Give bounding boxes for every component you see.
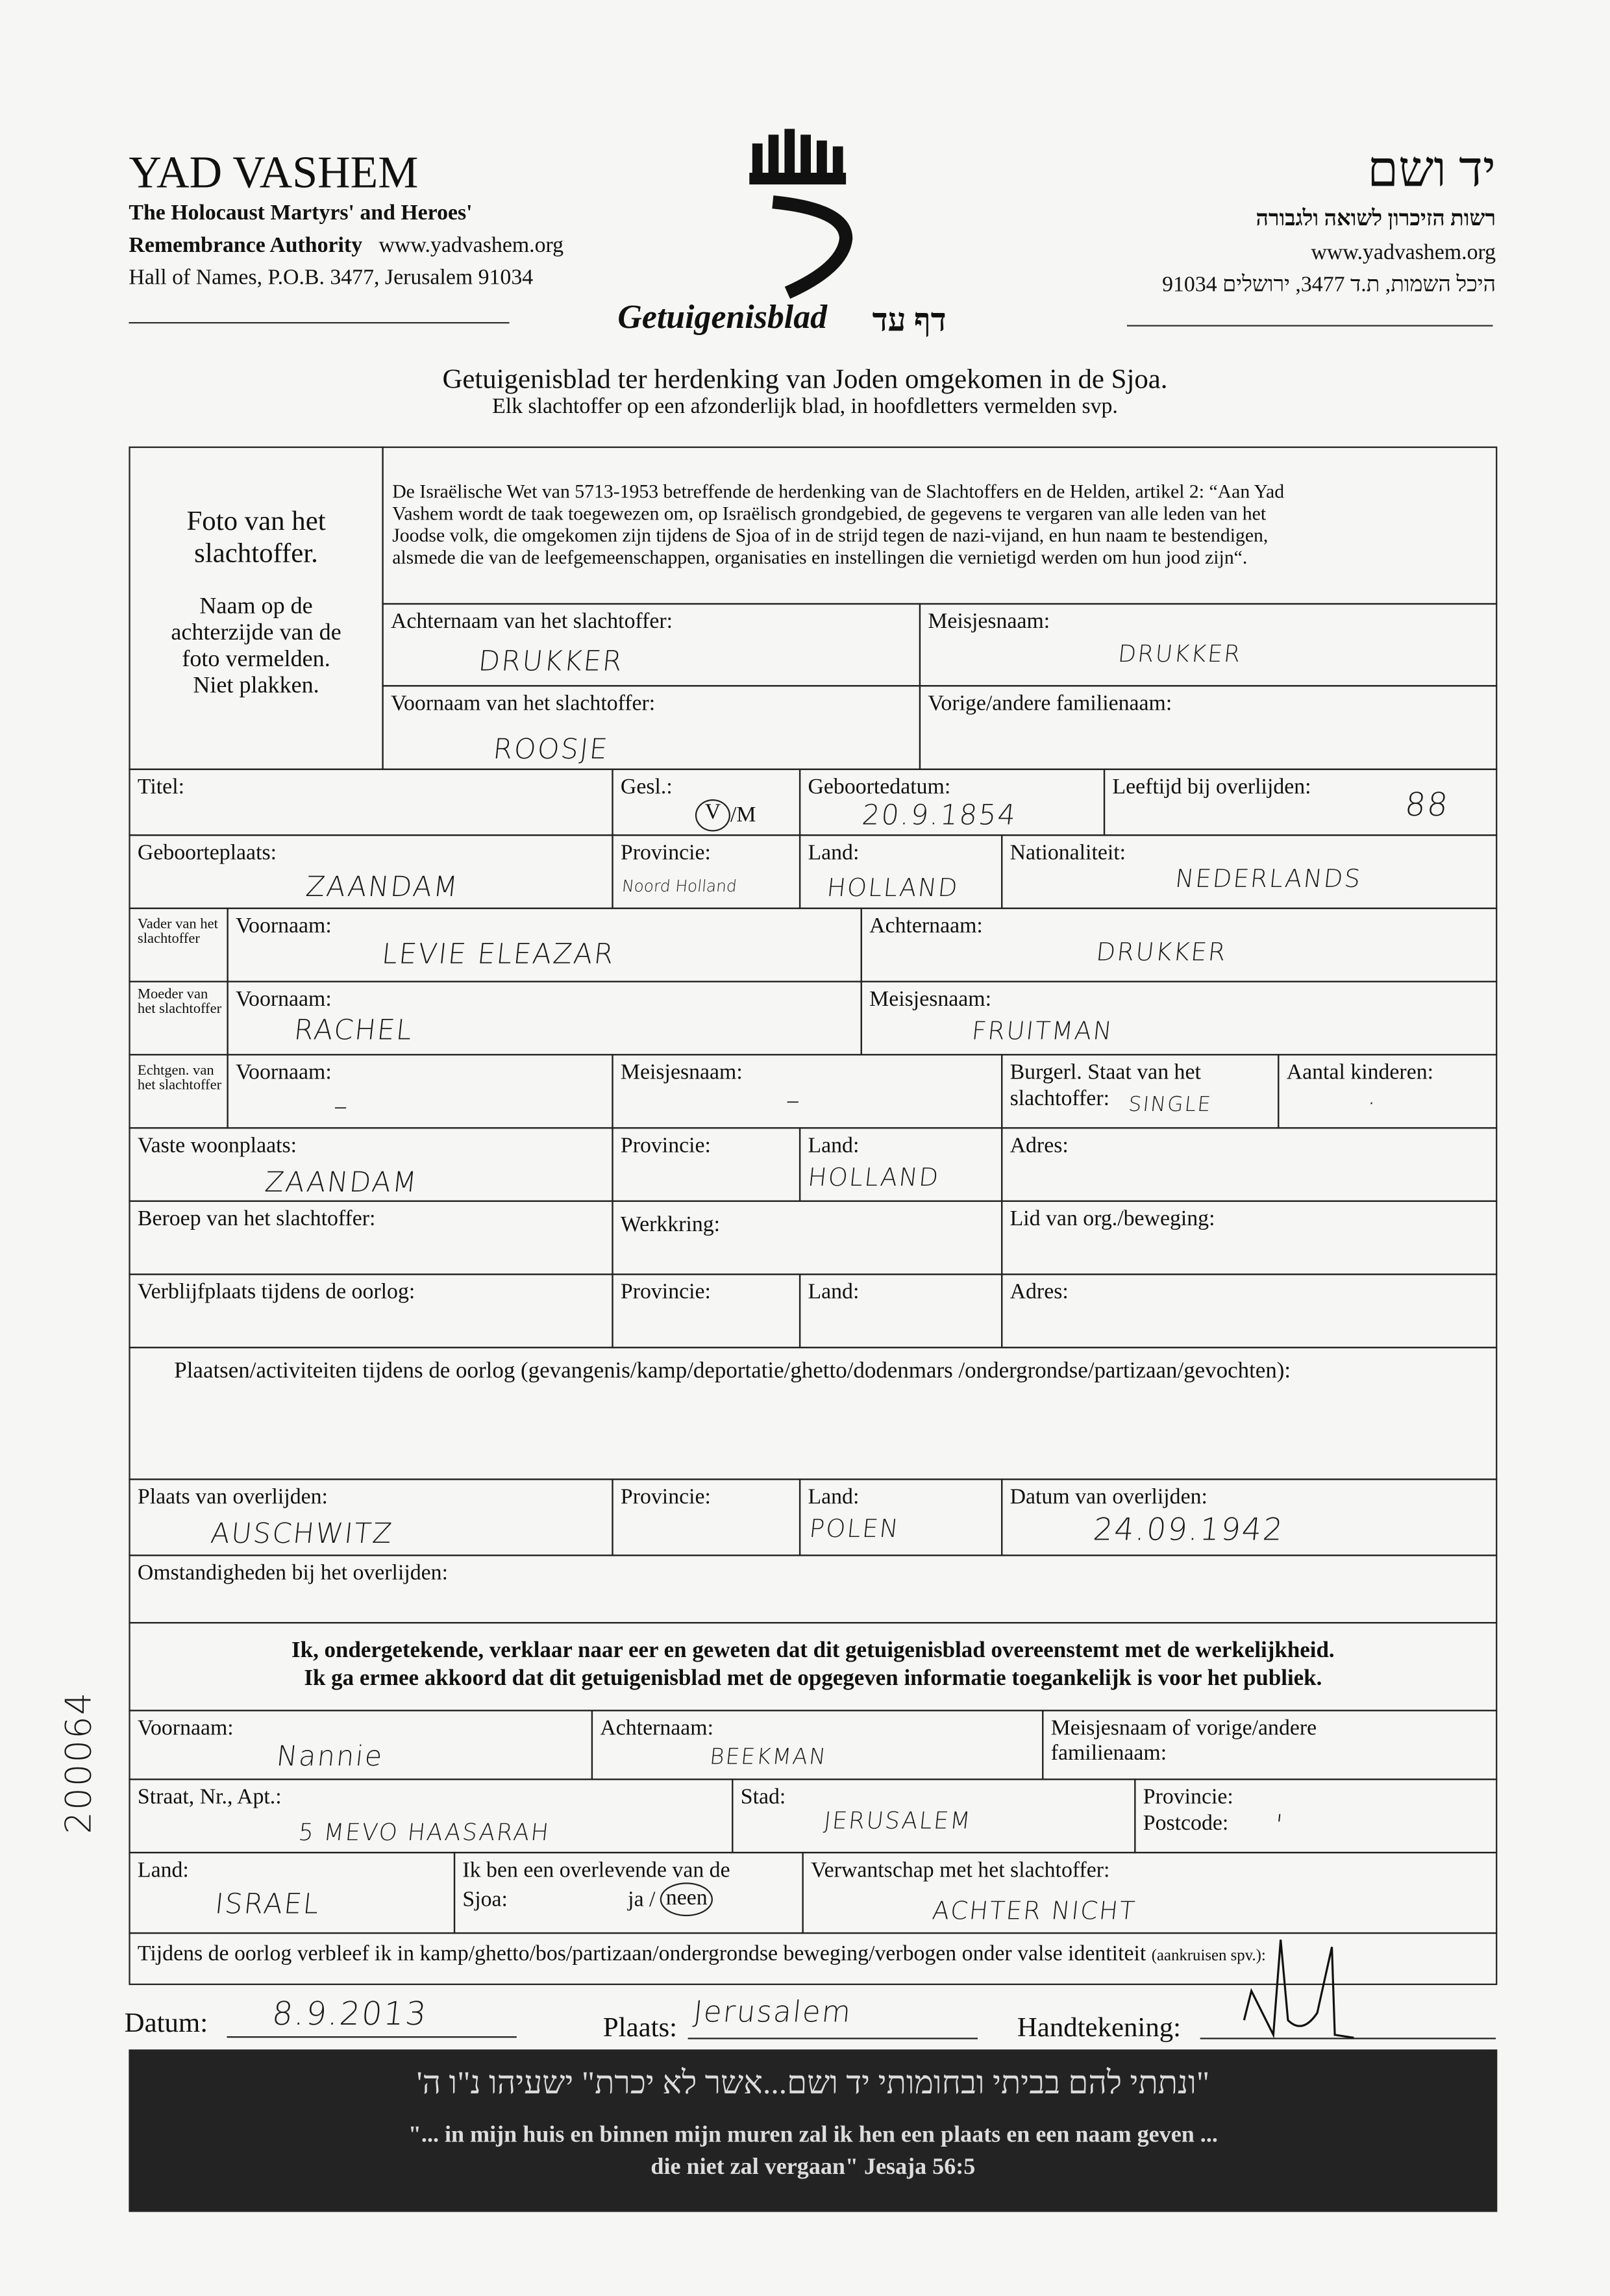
- gender-field[interactable]: [612, 769, 800, 836]
- organization-field[interactable]: [1001, 1201, 1497, 1275]
- banner-line: die niet zal vergaan" Jesaja 56:5: [650, 2154, 976, 2180]
- victim-firstname-field[interactable]: [382, 685, 921, 770]
- org-name: YAD VASHEM: [129, 146, 419, 198]
- survivor-no-circled[interactable]: neen: [660, 1882, 713, 1916]
- label: Land:: [808, 842, 860, 866]
- photo-note: Naam op de: [199, 594, 313, 619]
- wartime-places-field[interactable]: [129, 1347, 1497, 1480]
- quote-banner: [129, 2049, 1497, 2212]
- submitter-firstname-field[interactable]: [129, 1710, 593, 1780]
- label: Voornaam:: [235, 915, 332, 939]
- label: Ik ben een overlevende van de: [462, 1859, 730, 1883]
- label: Verblijfplaats tijdens de oorlog:: [137, 1280, 415, 1304]
- law-line: Vashem wordt de taak toegewezen om, op Israëlisch grondgebied, de gegevens te vergaren van alle leden van het: [392, 502, 1267, 525]
- date-label: Datum:: [124, 2008, 208, 2040]
- spouse-side-label: [129, 1054, 228, 1129]
- photo-note: achterzijde van de: [171, 620, 341, 646]
- photo-note: Niet plakken.: [193, 673, 319, 699]
- form-name-hebrew: דף עד: [872, 301, 947, 338]
- submitter-surname-field[interactable]: [591, 1710, 1044, 1780]
- value: JERUSALEM: [823, 1806, 973, 1834]
- photo-label: Foto van het: [186, 506, 326, 538]
- label: Adres:: [1009, 1280, 1069, 1304]
- profession-field[interactable]: [129, 1201, 613, 1275]
- victim-other-name-field[interactable]: [919, 685, 1498, 770]
- label: Achternaam:: [600, 1717, 713, 1741]
- label: Stad:: [740, 1786, 786, 1810]
- label-note: (aankruisen spv.):: [1151, 1947, 1266, 1965]
- label: Provincie:: [620, 1486, 711, 1510]
- label: Plaatsen/activiteiten tijdens de oorlog (gevangenis/kamp/deportatie/ghetto/dodenmars /ondergrondse/partizaan/gevochten):: [174, 1358, 1291, 1384]
- value: 5 MEVO HAASARAH: [297, 1818, 552, 1846]
- value: –: [784, 1084, 803, 1117]
- value: SINGLE: [1127, 1093, 1213, 1117]
- title-field[interactable]: [129, 769, 613, 836]
- label: Voornaam:: [235, 1061, 332, 1085]
- place-line: [688, 2038, 978, 2039]
- website: www.yadvashem.org: [378, 234, 564, 258]
- death-place-field[interactable]: [129, 1479, 613, 1556]
- label: Voornaam van het slachtoffer:: [390, 692, 656, 716]
- survivor-yes[interactable]: ja /: [628, 1888, 656, 1912]
- value: Noord Holland: [621, 877, 738, 896]
- wartime-country-field[interactable]: [799, 1273, 1002, 1348]
- value: HOLLAND: [825, 873, 960, 904]
- value: ZAANDAM: [263, 1166, 420, 1199]
- residence-province-field[interactable]: [612, 1127, 800, 1202]
- value: DRUKKER: [1095, 938, 1229, 968]
- submitter-country-field[interactable]: [129, 1852, 455, 1934]
- label: Land:: [808, 1486, 860, 1510]
- birth-province-field[interactable]: [612, 834, 800, 909]
- nationality-field[interactable]: [1001, 834, 1497, 909]
- age-field[interactable]: [1104, 769, 1497, 836]
- value: ': [1273, 1809, 1286, 1842]
- label: Vorige/andere familienaam:: [928, 692, 1172, 716]
- death-date-field[interactable]: [1001, 1479, 1497, 1556]
- divider: [129, 322, 509, 323]
- label: Tijdens de oorlog verbleef ik in kamp/ghetto/bos/partizaan/ondergrondse beweging/verbogen onder valse identiteit: [137, 1942, 1146, 1966]
- label: Land:: [808, 1134, 860, 1158]
- label: Vader van het slachtoffer: [137, 916, 218, 947]
- value: DRUKKER: [477, 645, 625, 678]
- father-surname-field[interactable]: [861, 908, 1498, 982]
- dob-field[interactable]: [799, 769, 1105, 836]
- label: slachtoffer:: [1009, 1088, 1109, 1112]
- submitter-street-field[interactable]: [129, 1778, 733, 1853]
- spouse-maiden-field[interactable]: [612, 1054, 1002, 1129]
- label: Achternaam van het slachtoffer:: [390, 610, 673, 634]
- value: ·: [1365, 1088, 1380, 1120]
- label: Land:: [137, 1859, 189, 1883]
- label: Gesl.:: [620, 775, 673, 799]
- hebrew-org-line: רשות הזיכרון לשואה ולגבורה: [1256, 208, 1496, 232]
- spouse-firstname-field[interactable]: [227, 1054, 613, 1129]
- signature-label: Handtekening:: [1017, 2012, 1182, 2044]
- form-name: Getuigenisblad: [617, 298, 828, 336]
- wartime-address-field[interactable]: [1001, 1273, 1497, 1348]
- label: Adres:: [1009, 1134, 1069, 1158]
- label: Meisjesnaam:: [620, 1061, 743, 1085]
- father-side-label: [129, 908, 228, 982]
- death-province-field[interactable]: [612, 1479, 800, 1556]
- residence-address-field[interactable]: [1001, 1127, 1497, 1202]
- label: Provincie:: [620, 1280, 711, 1304]
- civil-status-field[interactable]: [1001, 1054, 1279, 1129]
- value: FRUITMAN: [970, 1017, 1115, 1047]
- label: Vaste woonplaats:: [137, 1134, 297, 1158]
- label: Werkkring:: [620, 1213, 721, 1238]
- victim-maiden-field[interactable]: [919, 603, 1498, 687]
- label: Plaats van overlijden:: [137, 1486, 328, 1510]
- photo-label: slachtoffer.: [194, 538, 318, 570]
- value: AUSCHWITZ: [209, 1517, 395, 1551]
- value: ACHTER NICHT: [930, 1897, 1138, 1927]
- date-line: [227, 2036, 516, 2038]
- signature-scribble[interactable]: [1215, 1932, 1405, 2057]
- org-line2: Remembrance Authority: [129, 234, 363, 258]
- label: Meisjesnaam:: [928, 610, 1050, 634]
- value: RACHEL: [292, 1014, 415, 1047]
- label: Echtgen. van het slachtoffer: [137, 1062, 222, 1094]
- label: Meisjesnaam of vorige/andere: [1050, 1717, 1317, 1741]
- label: Postcode:: [1143, 1812, 1229, 1836]
- law-text: [382, 447, 1497, 605]
- death-circumstances-field[interactable]: [129, 1554, 1497, 1623]
- value: LEVIE ELEAZAR: [380, 938, 617, 971]
- victim-surname-field[interactable]: [382, 603, 921, 687]
- place-value[interactable]: Jerusalem: [691, 1993, 854, 2029]
- org-line1: The Holocaust Martyrs' and Heroes': [129, 202, 473, 226]
- value: HOLLAND: [806, 1164, 941, 1193]
- label: Burgerl. Staat van het: [1009, 1061, 1201, 1085]
- mother-firstname-field[interactable]: [227, 981, 861, 1056]
- label: Moeder van het slachtoffer: [137, 986, 222, 1017]
- birth-country-field[interactable]: [799, 834, 1002, 909]
- label: Aantal kinderen:: [1286, 1061, 1434, 1085]
- birthplace-field[interactable]: [129, 834, 613, 909]
- divider: [1127, 325, 1493, 326]
- survivor-field[interactable]: [454, 1852, 804, 1934]
- submitter-maiden-field[interactable]: [1042, 1710, 1497, 1780]
- form-subtitle: Elk slachtoffer op een afzonderlijk blad, in hoofdletters vermelden svp.: [492, 395, 1118, 419]
- value: ZAANDAM: [304, 871, 461, 904]
- value: Nannie: [275, 1740, 386, 1773]
- value: NEDERLANDS: [1173, 865, 1363, 895]
- value: 20.9.1854: [860, 799, 1019, 832]
- banner-hebrew: "ונתתי להם בביתי ובחומותי יד ושם...אשר לא יכרת" ישעיהו נ"ו ה': [416, 2064, 1210, 2101]
- label: Omstandigheden bij het overlijden:: [137, 1562, 448, 1586]
- declaration-line: Ik, ondergetekende, verklaar naar eer en geweten dat dit getuigenisblad overeenstemt met de werkelijkheid.: [291, 1638, 1335, 1664]
- label: Achternaam:: [869, 915, 983, 939]
- label: Lid van org./beweging:: [1009, 1207, 1215, 1232]
- value: ROOSJE: [491, 733, 610, 766]
- org-address: Hall of Names, P.O.B. 3477, Jerusalem 91034: [129, 266, 534, 290]
- label: Meisjesnaam:: [869, 988, 992, 1012]
- label: Titel:: [137, 775, 184, 799]
- label: Provincie:: [1143, 1786, 1233, 1810]
- form-title: Getuigenisblad ter herdenking van Joden omgekomen in de Sjoa.: [442, 364, 1168, 395]
- label: Datum van overlijden:: [1009, 1486, 1208, 1510]
- label: Provincie:: [620, 842, 711, 866]
- value: DRUKKER: [1117, 640, 1243, 668]
- value: POLEN: [808, 1515, 901, 1545]
- banner-line: "... in mijn huis en binnen mijn muren zal ik hen een plaats en een naam geven ...: [408, 2123, 1218, 2148]
- value: ISRAEL: [213, 1888, 322, 1921]
- label: Beroep van het slachtoffer:: [137, 1207, 376, 1232]
- workplace-field[interactable]: [612, 1201, 1002, 1275]
- hebrew-website: www.yadvashem.org: [1311, 241, 1496, 266]
- label: Nationaliteit:: [1009, 842, 1126, 866]
- mother-side-label: [129, 981, 228, 1056]
- submitter-city-field[interactable]: [732, 1778, 1135, 1853]
- value: BEEKMAN: [708, 1743, 829, 1770]
- label: Land:: [808, 1280, 860, 1304]
- photo-note: foto vermelden.: [182, 647, 330, 672]
- label: Voornaam:: [235, 988, 332, 1012]
- label: Verwantschap met het slachtoffer:: [810, 1859, 1110, 1883]
- yad-vashem-logo: [743, 129, 860, 305]
- law-line: De Israëlische Wet van 5713-1953 betreffende de herdenking van de Slachtoffers en de Helden, artikel 2: “Aan Yad: [392, 480, 1285, 503]
- mother-maiden-field[interactable]: [861, 981, 1498, 1056]
- law-line: Joodse volk, die omgekomen zijn tijdens de Sjoa of in de strijd tegen de nazi-vijand, en hun naam te bestendigen,: [392, 524, 1269, 546]
- label: Provincie:: [620, 1134, 711, 1158]
- value: –: [332, 1090, 351, 1123]
- gender-female-circled[interactable]: V: [695, 799, 730, 832]
- declaration-line: Ik ga ermee akkoord dat dit getuigenisblad met de opgegeven informatie toegankelijk is voor het publiek.: [304, 1666, 1322, 1691]
- gender-male[interactable]: /M: [730, 803, 756, 827]
- value: 24.09.1942: [1091, 1512, 1286, 1548]
- label: Straat, Nr., Apt.:: [137, 1786, 282, 1810]
- label: familienaam:: [1050, 1741, 1167, 1766]
- label: Leeftijd bij overlijden:: [1112, 775, 1311, 799]
- label: Geboorteplaats:: [137, 842, 277, 866]
- hebrew-org-name: יד ושם: [1367, 143, 1496, 198]
- label: Geboortedatum:: [808, 775, 951, 799]
- value: 88: [1403, 787, 1451, 825]
- law-line: alsmede die van de leefgemeenschappen, organisaties en instellingen die vernietigd werden om hun jood zijn“.: [392, 545, 1248, 568]
- death-country-field[interactable]: [799, 1479, 1002, 1556]
- hebrew-address: היכל השמות, ת.ד 3477, ירושלים 91034: [1162, 273, 1496, 297]
- declaration: [129, 1622, 1497, 1712]
- label: Sjoa:: [462, 1888, 508, 1912]
- submitter-province-field[interactable]: [1134, 1778, 1497, 1853]
- residence-country-field[interactable]: [799, 1127, 1002, 1202]
- date-value[interactable]: 8.9.2013: [270, 1997, 430, 2034]
- place-label: Plaats:: [602, 2012, 678, 2044]
- photo-box: [129, 447, 383, 770]
- wartime-province-field[interactable]: [612, 1273, 800, 1348]
- father-firstname-field[interactable]: [227, 908, 861, 982]
- residence-field[interactable]: [129, 1127, 613, 1202]
- relationship-field[interactable]: [802, 1852, 1497, 1934]
- children-count-field[interactable]: [1278, 1054, 1497, 1129]
- archive-number: 200064: [58, 1691, 99, 1834]
- label: Voornaam:: [137, 1717, 234, 1741]
- wartime-residence-field[interactable]: [129, 1273, 613, 1348]
